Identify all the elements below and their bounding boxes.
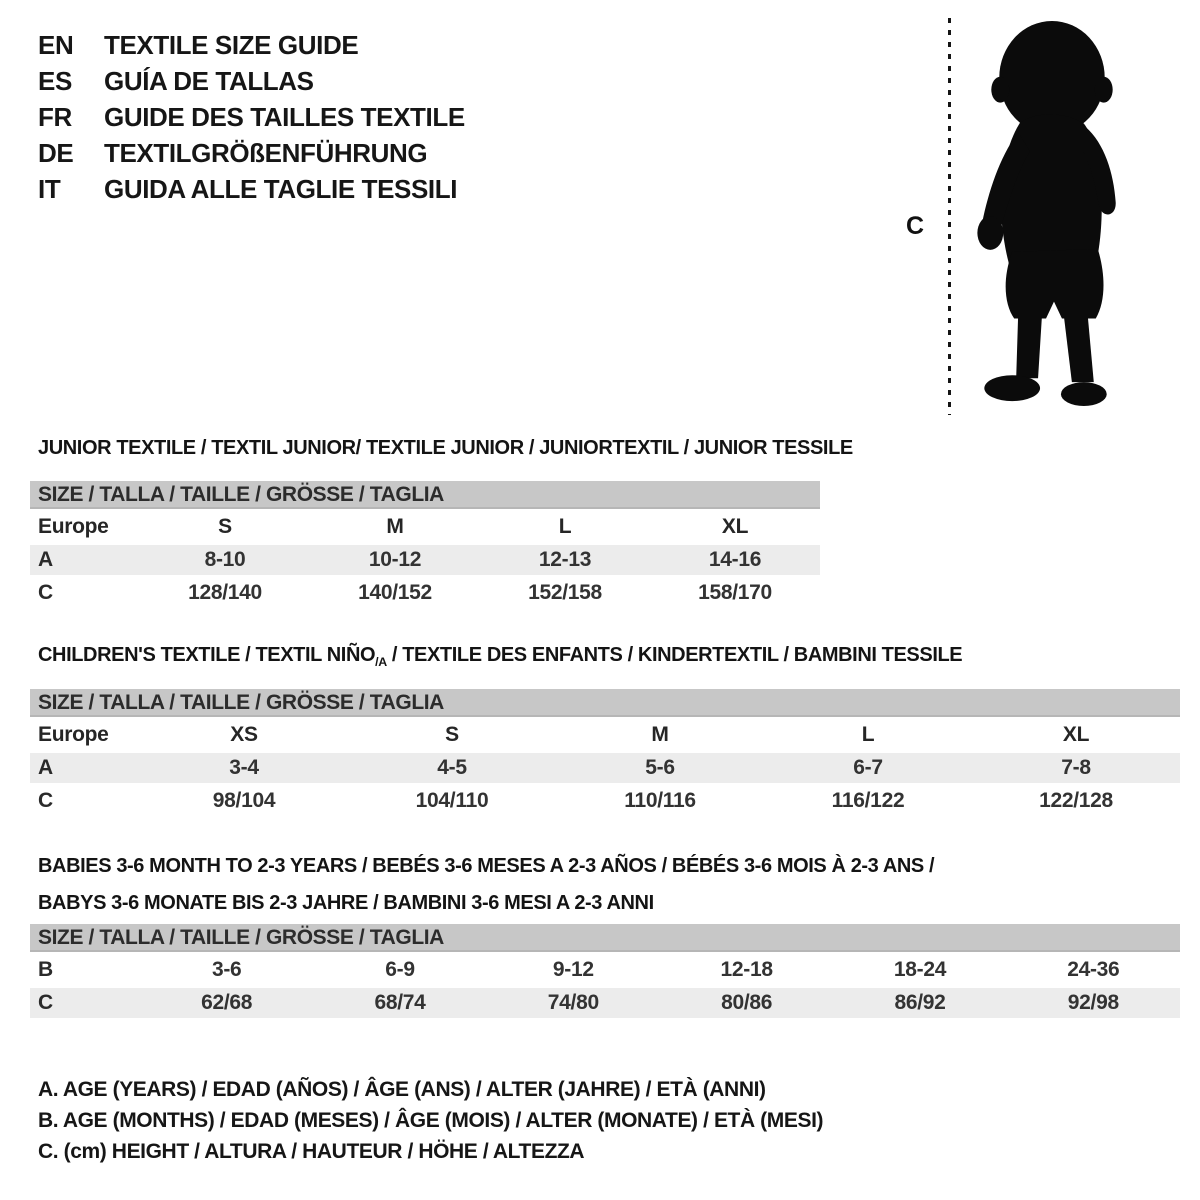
value-cell: 9-12 (552, 958, 594, 981)
table-row-age (30, 545, 820, 575)
babies-section-title (38, 848, 934, 922)
lang-code: DE (38, 138, 74, 168)
value-cell: 6-7 (853, 756, 883, 779)
sizes-row (30, 720, 1180, 750)
value-cell: 62/68 (201, 991, 253, 1014)
value-cell: 5-6 (645, 756, 675, 779)
legend-line-b: B. AGE (MONTHS) / EDAD (MESES) / ÂGE (MOIS) / ALTER (MONATE) / ETÀ (MESI) (38, 1109, 824, 1132)
value-cell: 152/158 (528, 581, 602, 604)
value-cell: 8-10 (204, 548, 246, 571)
value-cell: 3-4 (229, 756, 259, 779)
value-cell: 14-16 (708, 548, 762, 571)
lang-title: TEXTILE SIZE GUIDE (104, 30, 359, 60)
size-cell: XS (230, 723, 258, 746)
value-cell: 104/110 (415, 789, 489, 812)
value-cell: 12-13 (538, 548, 592, 571)
lang-code: FR (38, 102, 72, 132)
size-header-bar: SIZE / TALLA / TAILLE / GRÖSSE / TAGLIA (30, 924, 1180, 952)
children-title-text: CHILDREN'S TEXTILE / TEXTIL NIÑO (38, 644, 376, 666)
size-cell: S (445, 723, 459, 746)
value-cell: 10-12 (368, 548, 422, 571)
legend-line-a: A. AGE (YEARS) / EDAD (AÑOS) / ÂGE (ANS) / ALTER (JAHRE) / ETÀ (ANNI) (38, 1078, 766, 1101)
table-row-age-months (30, 955, 1180, 985)
region-label: Europe (38, 515, 109, 538)
row-label: A (38, 548, 53, 571)
value-cell: 3-6 (211, 958, 242, 981)
row-label: B (38, 958, 53, 981)
size-cell: M (651, 723, 669, 746)
value-cell: 92/98 (1067, 991, 1119, 1014)
table-row-age (30, 753, 1180, 783)
legend (38, 1074, 823, 1167)
value-cell: 4-5 (437, 756, 467, 779)
babies-size-table (30, 924, 1180, 1018)
value-cell: 74/80 (547, 991, 599, 1014)
junior-size-table (30, 481, 820, 608)
babies-title-line2: BABYS 3-6 MONATE BIS 2-3 JAHRE / BAMBINI 3-6 MESI A 2-3 ANNI (38, 892, 654, 914)
row-label: C (38, 581, 53, 604)
value-cell: 68/74 (374, 991, 426, 1014)
children-size-table (30, 689, 1180, 816)
table-row-height (30, 578, 820, 608)
size-cell: XL (1062, 723, 1090, 746)
lang-code: ES (38, 66, 72, 96)
table-row-height (30, 786, 1180, 816)
language-list (38, 32, 465, 202)
table-row-height (30, 988, 1180, 1018)
value-cell: 12-18 (720, 958, 773, 981)
value-cell: 86/92 (894, 991, 946, 1014)
value-cell: 110/116 (624, 789, 696, 812)
value-cell: 122/128 (1039, 789, 1113, 812)
legend-line-c: C. (cm) HEIGHT / ALTURA / HAUTEUR / HÖHE / ALTEZZA (38, 1140, 585, 1163)
value-cell: 7-8 (1061, 756, 1091, 779)
row-label: C (38, 991, 53, 1014)
value-cell: 80/86 (721, 991, 773, 1014)
junior-section-title: JUNIOR TEXTILE / TEXTIL JUNIOR/ TEXTILE JUNIOR / JUNIORTEXTIL / JUNIOR TESSILE (38, 437, 853, 459)
value-cell: 158/170 (698, 581, 772, 604)
children-title-text: / TEXTILE DES ENFANTS / KINDERTEXTIL / BAMBINI TESSILE (386, 644, 963, 666)
lang-title: GUIDE DES TAILLES TEXTILE (104, 102, 465, 132)
size-header-bar: SIZE / TALLA / TAILLE / GRÖSSE / TAGLIA (30, 481, 820, 509)
size-cell: L (558, 515, 572, 538)
height-measure-label: C (906, 212, 925, 240)
region-label: Europe (38, 723, 109, 746)
lang-code: EN (38, 30, 74, 60)
value-cell: 18-24 (893, 958, 947, 981)
toddler-shape (977, 21, 1115, 406)
height-measure-dashed-line (948, 18, 951, 415)
value-cell: 24-36 (1067, 958, 1120, 981)
value-cell: 98/104 (212, 789, 276, 812)
children-title-subscript: /A (375, 655, 387, 669)
children-section-title (38, 644, 962, 669)
size-cell: S (218, 515, 232, 538)
size-cell: XL (721, 515, 749, 538)
lang-title: GUÍA DE TALLAS (104, 66, 314, 96)
row-label: C (38, 789, 53, 812)
size-header-bar: SIZE / TALLA / TAILLE / GRÖSSE / TAGLIA (30, 689, 1180, 717)
value-cell: 140/152 (358, 581, 432, 604)
row-label: A (38, 756, 53, 779)
value-cell: 6-9 (385, 958, 415, 981)
babies-title-line1: BABIES 3-6 MONTH TO 2-3 YEARS / BEBÉS 3-6 MESES A 2-3 AÑOS / BÉBÉS 3-6 MOIS À 2-3 ANS / (38, 855, 935, 877)
lang-title: GUIDA ALLE TAGLIE TESSILI (104, 174, 458, 204)
size-cell: L (861, 723, 875, 746)
size-cell: M (386, 515, 404, 538)
value-cell: 128/140 (188, 581, 262, 604)
sizes-row (30, 512, 820, 542)
lang-code: IT (38, 174, 61, 204)
value-cell: 116/122 (831, 789, 905, 812)
toddler-silhouette (960, 18, 1140, 416)
lang-title: TEXTILGRÖßENFÜHRUNG (104, 138, 428, 168)
